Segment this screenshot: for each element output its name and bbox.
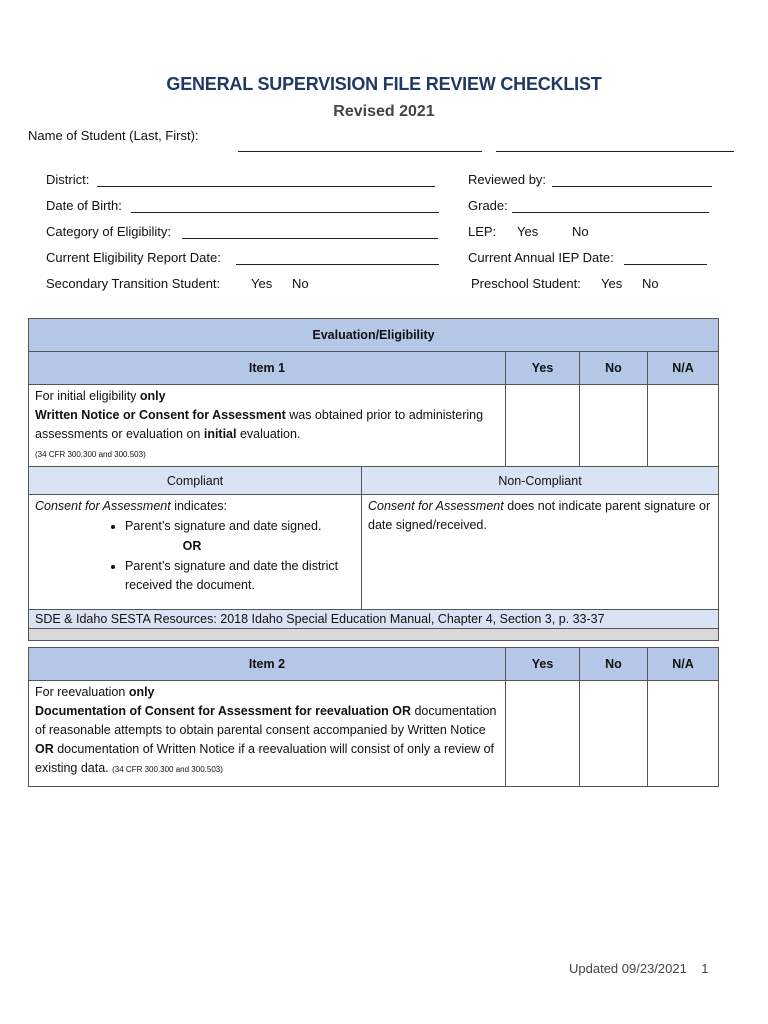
- item-2-no-header: No: [580, 648, 648, 681]
- transition-label: Secondary Transition Student:: [46, 276, 221, 291]
- item-2-requirement: For reevaluation only Documentation of Consent for Assessment for reevaluation OR documentation of reasonable attempts to obtain parental consent accompanied by Written Notice OR documentation of Written Notice if a reevaluation will consist of only a review of existing data. (34 CFR 300.300 and 300.503): [29, 681, 506, 787]
- preschool-yes-option[interactable]: Yes: [601, 276, 623, 291]
- dob-label: Date of Birth:: [46, 198, 122, 213]
- lep-yes-option[interactable]: Yes: [517, 224, 539, 239]
- report-date-label: Current Eligibility Report Date:: [46, 250, 221, 265]
- district-label: District:: [46, 172, 90, 187]
- item-2-yes-header: Yes: [506, 648, 580, 681]
- resources-row: SDE & Idaho SESTA Resources: 2018 Idaho Special Education Manual, Chapter 4, Section 3, p. 33-37: [29, 610, 719, 629]
- or-divider: OR: [182, 539, 202, 553]
- item-2-yes-cell[interactable]: [506, 681, 580, 787]
- item-1-yes-cell[interactable]: [506, 385, 580, 467]
- iep-date-line[interactable]: [624, 264, 707, 265]
- updated-date: Updated 09/23/2021: [569, 961, 687, 976]
- gray-divider-row: [29, 629, 719, 641]
- iep-date-label: Current Annual IEP Date:: [468, 250, 614, 265]
- transition-no-option[interactable]: No: [292, 276, 309, 291]
- item-2-header: Item 2: [29, 648, 506, 681]
- item-1-req-bold: Written Notice or Consent for Assessment: [35, 408, 286, 422]
- transition-yes-option[interactable]: Yes: [251, 276, 273, 291]
- noncompliant-criteria: Consent for Assessment does not indicate parent signature or date signed/received.: [362, 495, 719, 610]
- compliant-bullet-1: • Parent’s signature and date signed.: [125, 517, 355, 536]
- page-number: 1: [701, 961, 709, 976]
- item-1-citation: (34 CFR 300.300 and 300.503): [35, 450, 146, 459]
- lep-no-option[interactable]: No: [572, 224, 589, 239]
- district-line[interactable]: [97, 186, 435, 187]
- reviewed-by-label: Reviewed by:: [468, 172, 547, 187]
- item-1-na-cell[interactable]: [648, 385, 719, 467]
- lep-label: LEP:: [468, 224, 497, 239]
- item-1-intro: For initial eligibility only: [35, 389, 166, 403]
- student-first-name-line[interactable]: [496, 151, 734, 152]
- item-2-no-cell[interactable]: [580, 681, 648, 787]
- item-1-header: Item 1: [29, 352, 506, 385]
- no-column-header: No: [580, 352, 648, 385]
- item-2-citation: (34 CFR 300.300 and 300.503): [112, 765, 223, 774]
- dob-line[interactable]: [131, 212, 439, 213]
- item-1-requirement: For initial eligibility only Written Notice or Consent for Assessment was obtained prior to administering assessments or evaluation on initial evaluation. (34 CFR 300.300 and 300.503): [29, 385, 506, 467]
- grade-label: Grade:: [468, 198, 508, 213]
- preschool-no-option[interactable]: No: [642, 276, 659, 291]
- report-date-line[interactable]: [236, 264, 439, 265]
- compliant-criteria: Consent for Assessment indicates: • Parent’s signature and date signed. OR • Parent’s signature and date the district received the document.: [29, 495, 362, 610]
- evaluation-eligibility-table: [28, 318, 719, 641]
- grade-line[interactable]: [512, 212, 709, 213]
- item-2-intro: For reevaluation only: [35, 685, 155, 699]
- na-column-header: N/A: [648, 352, 719, 385]
- page-footer: [569, 961, 709, 976]
- item-2-table: [28, 647, 719, 787]
- item-2-na-header: N/A: [648, 648, 719, 681]
- compliant-bullet-2: • Parent’s signature and date the district received the document.: [125, 557, 355, 595]
- section-header: Evaluation/Eligibility: [29, 319, 719, 352]
- student-last-name-line[interactable]: [238, 151, 482, 152]
- compliant-header: Compliant: [29, 467, 362, 495]
- item-1-no-cell[interactable]: [580, 385, 648, 467]
- reviewed-by-line[interactable]: [552, 186, 712, 187]
- student-name-label: Name of Student (Last, First):: [28, 128, 199, 143]
- item-2-na-cell[interactable]: [648, 681, 719, 787]
- category-label: Category of Eligibility:: [46, 224, 171, 239]
- page-subtitle: Revised 2021: [333, 103, 435, 120]
- item-2-req-bold: Documentation of Consent for Assessment for reevaluation OR: [35, 704, 411, 718]
- category-line[interactable]: [182, 238, 438, 239]
- yes-column-header: Yes: [506, 352, 580, 385]
- page-title: GENERAL SUPERVISION FILE REVIEW CHECKLIST: [166, 74, 602, 94]
- preschool-label: Preschool Student:: [471, 276, 581, 291]
- noncompliant-header: Non-Compliant: [362, 467, 719, 495]
